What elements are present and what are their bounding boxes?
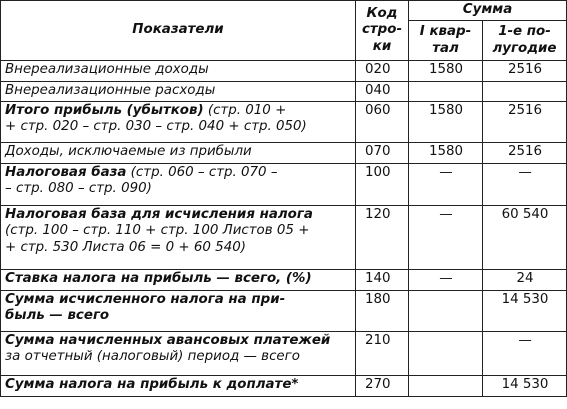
header-code-line2: стро- — [361, 22, 403, 38]
row-name — [1, 291, 356, 332]
row-h1 — [483, 82, 567, 102]
table-row — [1, 270, 567, 291]
row-name-line2: за отчетный (налоговый) период — всего — [5, 349, 300, 365]
row-code: 040 — [356, 82, 409, 102]
row-h1: 14 530 — [483, 376, 567, 397]
row-q1: — — [409, 164, 483, 206]
header-q1-line1: I квар- — [419, 24, 472, 40]
row-name: Внереализационные доходы — [1, 61, 356, 82]
row-name-line2: быль — всего — [5, 308, 110, 324]
row-q1: — — [409, 270, 483, 291]
row-name-rest: (стр. 060 – стр. 070 – — [126, 165, 278, 180]
row-q1: 1580 — [409, 61, 483, 82]
header-q1-line2: тал — [432, 40, 459, 56]
row-code: 020 — [356, 61, 409, 82]
row-name-bold: Налоговая база для исчисления налога — [5, 207, 313, 222]
row-h1: 2516 — [483, 61, 567, 82]
table-row — [1, 102, 567, 143]
table-row — [1, 82, 567, 102]
row-name — [1, 332, 356, 376]
row-code: 060 — [356, 102, 409, 143]
row-code: 100 — [356, 164, 409, 206]
header-h1-line2: лугодие — [492, 40, 557, 56]
row-name-line2: + стр. 020 – стр. 030 – стр. 040 + стр. 050) — [5, 119, 307, 135]
header-h1 — [483, 21, 567, 61]
row-name-bold: Итого прибыль (убытков) — [5, 103, 204, 118]
row-code: 120 — [356, 206, 409, 270]
row-name: Сумма налога на прибыль к доплате* — [1, 376, 356, 397]
table-row — [1, 376, 567, 397]
header-h1-line1: 1-е по- — [498, 24, 551, 40]
row-name-line3: + стр. 530 Листа 06 = 0 + 60 540) — [5, 239, 246, 255]
row-name-rest: (стр. 010 + — [203, 103, 287, 118]
table-row — [1, 332, 567, 376]
row-h1: 24 — [483, 270, 567, 291]
row-name-bold: Налоговая база — [5, 165, 127, 180]
header-code-line3: ки — [372, 38, 392, 54]
row-name — [1, 164, 356, 206]
table-row — [1, 206, 567, 270]
table-row — [1, 143, 567, 164]
table-header — [1, 1, 567, 61]
row-name: Ставка налога на прибыль — всего, (%) — [1, 270, 356, 291]
row-name-bold: Сумма начисленных авансовых платежей — [5, 333, 331, 348]
row-name — [1, 206, 356, 270]
header-sum: Сумма — [409, 1, 567, 21]
row-name: Доходы, исключаемые из прибыли — [1, 143, 356, 164]
row-name-bold: Сумма исчисленного налога на при- — [5, 292, 286, 307]
row-code: 180 — [356, 291, 409, 332]
row-h1: 60 540 — [483, 206, 567, 270]
header-indicators: Показатели — [1, 1, 356, 61]
row-code: 140 — [356, 270, 409, 291]
row-h1: — — [483, 332, 567, 376]
row-q1 — [409, 291, 483, 332]
header-q1 — [409, 21, 483, 61]
row-q1: — — [409, 206, 483, 270]
header-code — [356, 1, 409, 61]
row-h1: 2516 — [483, 102, 567, 143]
row-code: 070 — [356, 143, 409, 164]
row-h1: — — [483, 164, 567, 206]
row-q1: 1580 — [409, 143, 483, 164]
header-code-line1: Код — [366, 5, 398, 21]
row-q1 — [409, 82, 483, 102]
row-q1 — [409, 376, 483, 397]
row-q1 — [409, 332, 483, 376]
row-code: 270 — [356, 376, 409, 397]
table-row — [1, 164, 567, 206]
row-name — [1, 102, 356, 143]
table-row — [1, 61, 567, 82]
row-q1: 1580 — [409, 102, 483, 143]
row-name-line2: – стр. 080 – стр. 090) — [5, 181, 152, 197]
row-h1: 2516 — [483, 143, 567, 164]
row-name: Внереализационные расходы — [1, 82, 356, 102]
table-row — [1, 291, 567, 332]
row-name-line2: (стр. 100 – стр. 110 + стр. 100 Листов 05 + — [5, 223, 310, 239]
row-h1: 14 530 — [483, 291, 567, 332]
row-code: 210 — [356, 332, 409, 376]
